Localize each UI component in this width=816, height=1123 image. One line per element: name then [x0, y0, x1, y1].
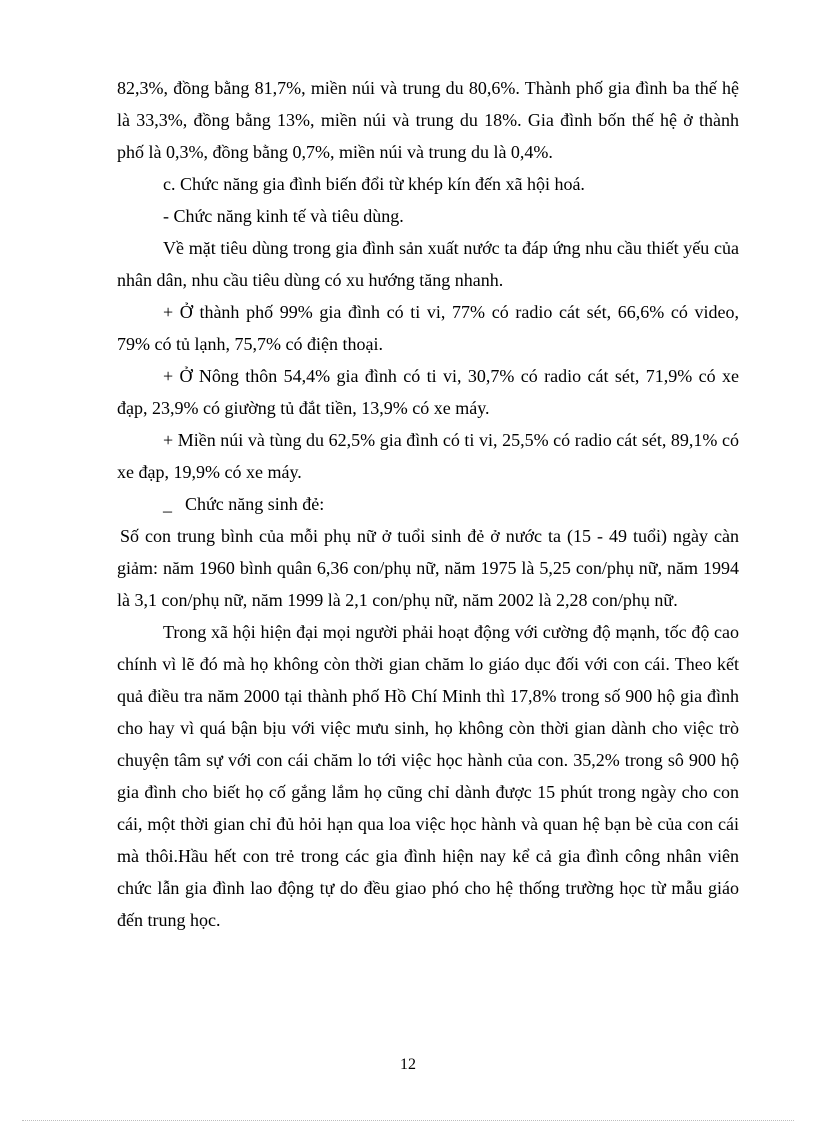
list-bullet: _ — [163, 494, 172, 514]
heading-family-function-change: c. Chức năng gia đình biến đổi từ khép kín đến xã hội hoá. — [163, 174, 585, 194]
page-number: 12 — [400, 1056, 416, 1073]
paragraph-family-generations: 82,3%, đồng bằng 81,7%, miền núi và trung du 80,6%. Thành phố gia đình ba thế hệ là 33,3%, đồng bằng 13%, miền núi và trung du 18%. Gia đình bốn thế hệ ở thành phố là 0,3%, đồng bằng 0,7%, miền núi và trung du là 0,4%. — [117, 78, 739, 162]
paragraph-birth-rate: Số con trung bình của mỗi phụ nữ ở tuổi sinh đẻ ở nước ta (15 - 49 tuổi) ngày càn giảm: năm 1960 bình quân 6,36 con/phụ nữ, năm 1975 là 5,25 con/phụ nữ, năm 1994 là 3,1 con/phụ nữ, năm 1999 là 2,1 con/phụ nữ, năm 2002 là 2,28 con/phụ nữ. — [117, 526, 739, 610]
paragraph-consumption: Về mặt tiêu dùng trong gia đình sản xuất nước ta đáp ứng nhu cầu thiết yếu của nhân dân, nhu cầu tiêu dùng có xu hướng tăng nhanh. — [117, 238, 739, 290]
page-bottom-divider — [22, 1120, 794, 1121]
paragraph-mountain-stats: + Miền núi và tùng du 62,5% gia đình có ti vi, 25,5% có radio cát sét, 89,1% có xe đạp, 19,9% có xe máy. — [117, 430, 739, 482]
subheading-economic-function: - Chức năng kinh tế và tiêu dùng. — [163, 206, 404, 226]
body-text — [117, 72, 739, 936]
paragraph-city-stats: + Ở thành phố 99% gia đình có ti vi, 77% có radio cát sét, 66,6% có video, 79% có tủ lạnh, 75,7% có điện thoại. — [117, 302, 739, 354]
list-item-reproduction-function — [117, 488, 739, 520]
paragraph-rural-stats: + Ở Nông thôn 54,4% gia đình có ti vi, 30,7% có radio cát sét, 71,9% có xe đạp, 23,9% có giường tủ đắt tiền, 13,9% có xe máy. — [117, 366, 739, 418]
paragraph-modern-society: Trong xã hội hiện đại mọi người phải hoạt động với cường độ mạnh, tốc độ cao chính vì lẽ đó mà họ không còn thời gian chăm lo giáo dục đối với con cái. Theo kết quả điều tra năm 2000 tại thành phố Hồ Chí Minh thì 17,8% trong số 900 hộ gia đình cho hay vì quá bận bịu với việc mưu sinh, họ không còn thời gian dành cho việc trò chuyện tâm sự với con cái chăm lo tới việc học hành của con. 35,2% trong sô 900 hộ gia đình cho biết họ cố gắng lắm họ cũng chỉ dành được 15 phút trong ngày cho con cái, một thời gian chỉ đủ hỏi hạn qua loa việc học hành và quan hệ bạn bè của con cái mà thôi.Hầu hết con trẻ trong các gia đình hiện nay kể cả gia đình công nhân viên chức lẫn gia đình lao động tự do đều giao phó cho hệ thống trường học từ mẫu giáo đến trung học. — [117, 622, 739, 930]
list-item-text: Chức năng sinh đẻ: — [185, 494, 325, 514]
